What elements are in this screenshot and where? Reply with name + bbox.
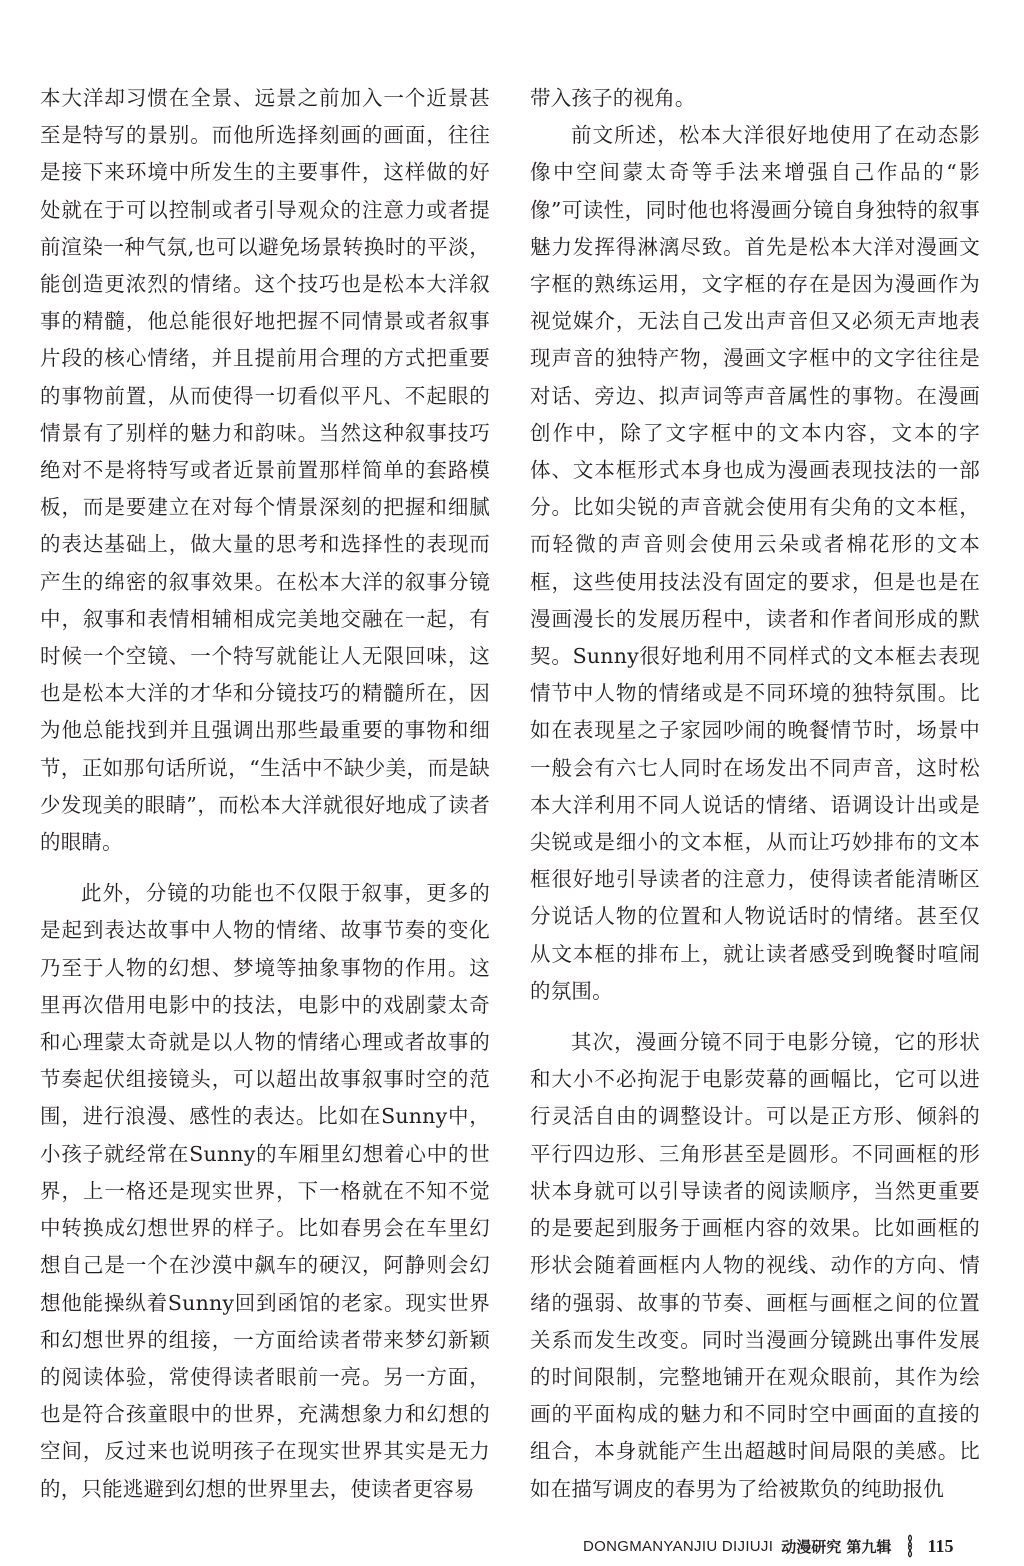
paragraph: 此外，分镜的功能也不仅限于叙事，更多的是起到表达故事中人物的情绪、故事节奏的变化乃至于人物的幻想、梦境等抽象事物的作用。这里再次借用电影中的技法，电影中的戏剧蒙太奇和心理蒙太奇就是以人物的情绪心理或者故事的节奏起伏组接镜头，可以超出故事叙事时空的范围，进行浪漫、感性的表达。比如在Sunny中，小孩子就经常在Sunny的车厢里幻想着心中的世界，上一格还是现实世界，下一格就在不知不觉中转换成幻想世界的样子。比如春男会在车里幻想自己是一个在沙漠中飙车的硬汉，阿静则会幻想他能操纵着Sunny回到函馆的老家。现实世界和幻想世界的组接，一方面给读者带来梦幻新颖的阅读体验，常使得读者眼前一亮。另一方面，也是符合孩童眼中的世界，充满想象力和幻想的空间，反过来也说明孩子在现实世界其实是无力的，只能逃避到幻想的世界里去，使读者更容易 <box>40 881 490 1501</box>
page-number: 115 <box>927 1535 954 1556</box>
page-footer <box>583 1534 953 1558</box>
paragraph: 其次，漫画分镜不同于电影分镜，它的形状和大小不必拘泥于电影荧幕的画幅比，它可以进行灵活自由的调整设计。可以是正方形、倾斜的平行四边形、三角形甚至是圆形。不同画框的形状本身就可以引导读者的阅读顺序，当然更重要的是要起到服务于画框内容的效果。比如画框的形状会随着画框内人物的视线、动作的方向、情绪的强弱、故事的节奏、画框与画框之间的位置关系而发生改变。同时当漫画分镜跳出事件发展的时间限制，完整地铺开在观众眼前，其作为绘画的平面构成的魅力和不同时空中画面的直接的组合，本身就能产生出超越时间局限的美感。比如在描写调皮的春男为了给被欺负的纯助报仇 <box>530 1030 980 1501</box>
left-column <box>40 80 490 1508</box>
paragraph: 带入孩子的视角。 <box>530 86 696 110</box>
journal-title: 动漫研究 第九辑 <box>781 1537 892 1556</box>
right-column <box>530 80 980 1508</box>
paragraph: 前文所述，松本大洋很好地使用了在动态影像中空间蒙太奇等手法来增强自己作品的“影像”可读性，同时他也将漫画分镜自身独特的叙事魅力发挥得淋漓尽致。首先是松本大洋对漫画文字框的熟练运用，文字框的存在是因为漫画作为视觉媒介，无法自己发出声音但又必须无声地表现声音的独特产物，漫画文字框中的文字往往是对话、旁边、拟声词等声音属性的事物。在漫画创作中，除了文字框中的文本内容，文本的字体、文本框形式本身也成为漫画表现技法的一部分。比如尖锐的声音就会使用有尖角的文本框，而轻微的声音则会使用云朵或者棉花形的文本框，这些使用技法没有固定的要求，但是也是在漫画漫长的发展历程中，读者和作者间形成的默契。Sunny很好地利用不同样式的文本框去表现情节中人物的情绪或是不同环境的独特氛围。比如在表现星之子家园吵闹的晚餐情节时，场景中一般会有六七人同时在场发出不同声音，这时松本大洋利用不同人说话的情绪、语调设计出或是尖锐或是细小的文本框，从而让巧妙排布的文本框很好地引导读者的注意力，使得读者能清晰区分说话人物的位置和人物说话时的情绪。甚至仅从文本框的排布上，就让读者感受到晚餐时喧闹的氛围。 <box>530 123 980 1003</box>
ornament-icon <box>903 1534 917 1558</box>
paragraph: 本大洋却习惯在全景、远景之前加入一个近景甚至是特写的景别。而他所选择刻画的画面，往往是接下来环境中所发生的主要事件，这样做的好处就在于可以控制或者引导观众的注意力或者提前渲染一种气氛,也可以避免场景转换时的平淡，能创造更浓烈的情绪。这个技巧也是松本大洋叙事的精髓，他总能很好地把握不同情景或者叙事片段的核心情绪，并且提前用合理的方式把重要的事物前置，从而使得一切看似平凡、不起眼的情景有了别样的魅力和韵味。当然这种叙事技巧绝对不是将特写或者近景前置那样简单的套路模板，而是要建立在对每个情景深刻的把握和细腻的表达基础上，做大量的思考和选择性的表现而产生的绵密的叙事效果。在松本大洋的叙事分镜中，叙事和表情相辅相成完美地交融在一起，有时候一个空镜、一个特写就能让人无限回味，这也是松本大洋的才华和分镜技巧的精髓所在，因为他总能找到并且强调出那些最重要的事物和细节，正如那句话所说，“生活中不缺少美，而是缺少发现美的眼睛”，而松本大洋就很好地成了读者的眼睛。 <box>40 86 490 855</box>
journal-pinyin: DONGMANYANJIU DIJIUJI <box>583 1537 774 1555</box>
